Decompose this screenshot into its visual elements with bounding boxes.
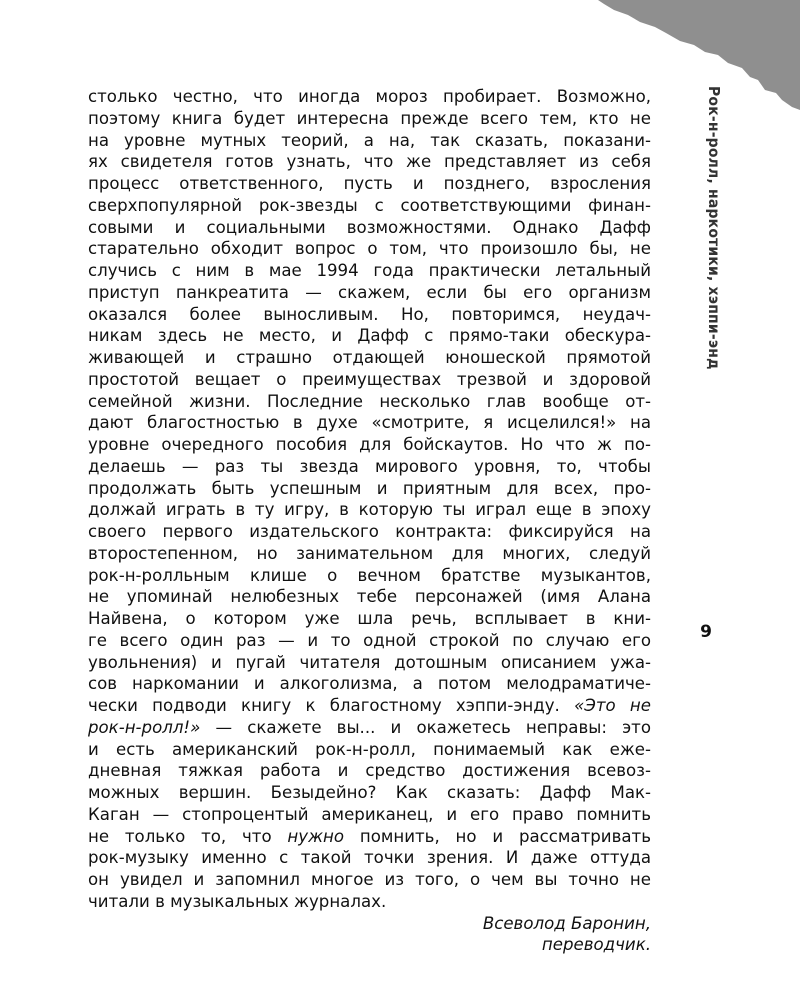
- text-line: должай играть в ту игру, в которую ты играл еще в эпоху: [88, 500, 651, 520]
- text-segment: чески подводи книгу к благостному хэппи-энду.: [88, 696, 560, 715]
- text-line: живающей и страшно отдающей юношеской прямотой: [88, 348, 651, 367]
- text-line: он увидел и запомнил многое из того, о чем вы точно не: [88, 870, 651, 889]
- signature-name: Всеволод Баронин,: [482, 913, 651, 933]
- text-segment: не только то, что: [88, 826, 288, 846]
- text-line: совыми и социальными возможностями. Однако Дафф: [88, 217, 651, 237]
- text-line: Найвена, о котором уже шла речь, всплывает в кни-: [88, 609, 651, 628]
- text-line: оказался более выносливым. Но, повторимся, неудач-: [88, 304, 651, 324]
- text-line: случись с ним в мае 1994 года практически летальный: [88, 261, 651, 280]
- text-line: продолжать быть успешным и приятным для всех, про-: [88, 478, 651, 498]
- text-line: сов наркомании и алкоголизма, а потом мелодраматиче-: [88, 674, 651, 694]
- text-line: рок-н-ролльным клише о вечном братстве музыкантов,: [88, 565, 651, 585]
- text-line: простотой вещает о преимуществах трезвой и здоровой: [88, 369, 651, 389]
- text-line: столько честно, что иногда мороз пробирает. Возможно,: [88, 87, 651, 106]
- text-line: [88, 695, 651, 717]
- text-segment: помнить, но и рассматривать: [344, 826, 651, 846]
- italic-emphasis: нужно: [287, 826, 345, 846]
- text-line: не упоминай нелюбезных тебе персонажей (имя Алана: [88, 587, 651, 607]
- text-line: своего первого издательского контракта: фиксируйся на: [88, 522, 651, 541]
- text-line: читали в музыкальных журналах.: [88, 891, 387, 911]
- text-line: и есть американский рок-н-ролл, понимаемый как еже-: [88, 739, 651, 759]
- text-line: увольнения) и пугай читателя дотошным описанием ужа-: [88, 652, 651, 672]
- text-line: Каган — стопроцентый американец, и его право помнить: [88, 804, 651, 824]
- text-line: рок-музыку именно с такой точки зрения. И даже оттуда: [88, 848, 651, 868]
- text-line: ге всего один раз — и то одной строкой по случаю его: [88, 630, 651, 650]
- text-line: старательно обходит вопрос о том, что произошло бы, не: [88, 239, 651, 259]
- body-text: [88, 86, 651, 956]
- text-segment: — скажете вы... и окажетесь неправы: это: [200, 717, 651, 737]
- running-head: Рок-н-ролл, наркотики, хэппи-энд: [705, 86, 723, 370]
- text-line: делаешь — раз ты звезда мирового уровня, то, чтобы: [88, 456, 651, 476]
- text-line: на уровне мутных теорий, а на, так сказать, показани-: [88, 130, 651, 150]
- text-line: процесс ответственного, пусть и позднего, взросления: [88, 174, 651, 193]
- text-line: [88, 826, 651, 848]
- text-line: поэтому книга будет интересна прежде всего тем, кто не: [88, 108, 651, 128]
- text-line: можных вершин. Безыдейно? Как сказать: Дафф Мак-: [88, 783, 651, 802]
- text-line: уровне очередного пособия для бойскаутов. Но что ж по-: [88, 435, 651, 454]
- text-line: дают благостностью в духе «смотрите, я исцелился!» на: [88, 413, 651, 433]
- text-line: сверхпопулярной рок-звезды с соответствующими финан-: [88, 195, 651, 215]
- text-line: второстепенном, но занимательном для многих, следуй: [88, 543, 651, 563]
- text-line: никам здесь не место, и Дафф с прямо-таки обескура-: [88, 326, 651, 346]
- italic-quote: рок-н-ролл!»: [88, 717, 201, 737]
- text-line: приступ панкреатита — скажем, если бы его организм: [88, 282, 651, 302]
- italic-quote: «Это не: [574, 696, 651, 715]
- text-line: семейной жизни. Последние несколько глав вообще от-: [88, 391, 651, 411]
- text-line: ях свидетеля готов узнать, что же представляет из себя: [88, 152, 651, 172]
- signature-role: переводчик.: [541, 935, 651, 955]
- text-line: дневная тяжкая работа и средство достижения всевоз-: [88, 761, 651, 781]
- text-line: [88, 717, 651, 739]
- page-number: 9: [700, 622, 712, 642]
